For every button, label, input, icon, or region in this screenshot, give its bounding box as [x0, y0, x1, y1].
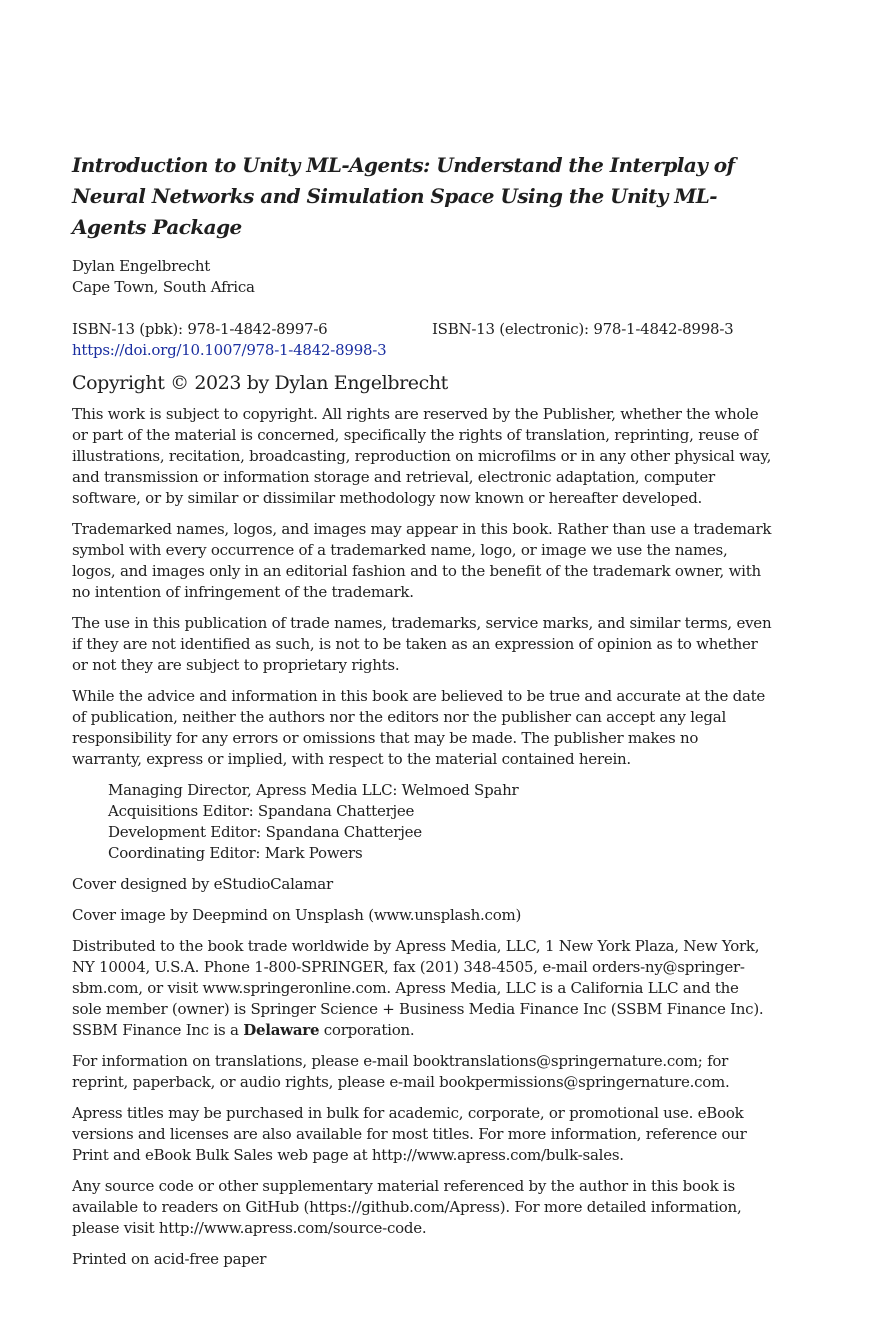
source-code-paragraph: Any source code or other supplementary material referenced by the author in this book is available to readers on GitHub (https://github.com/Apress). For more detailed information, please visit http://www.apress.com/source-code.: [72, 1177, 742, 1237]
distribution-text: Distributed to the book trade worldwide by Apress Media, LLC, 1 New York Plaza, New York, NY 10004, U.S.A. Phone 1-800-SPRINGER, fax (201) 348-4505, e-mail orders-ny@springer-sbm.com, or visit www.springeronline.com. Apress Media, LLC is a California LLC and the sole member (owner) is Springer Science + Business Media Finance Inc (SSBM Finance Inc). SSBM Finance Inc is a: [72, 937, 764, 1039]
author-name: Dylan Engelbrecht: [72, 257, 211, 275]
disclaimer-paragraph: While the advice and information in this book are believed to be true and accurate at the date of publication, neither the authors nor the editors nor the publisher can accept any legal responsibility for any errors or omissions that may be made. The publisher makes no warranty, express or implied, with respect to the material contained herein.: [72, 687, 766, 768]
trade-names-paragraph: The use in this publication of trade names, trademarks, service marks, and similar terms, even if they are not identified as such, is not to be taken as an expression of opinion as to whether or not they are subject to proprietary rights.: [72, 614, 772, 674]
distribution-paragraph: [72, 936, 772, 1041]
isbn-print: ISBN-13 (pbk): 978-1-4842-8997-6: [72, 320, 328, 338]
rights-paragraph: This work is subject to copyright. All rights are reserved by the Publisher, whether the whole or part of the material is concerned, specifically the rights of translation, reprinting, reuse of illustrations, recitation, broadcasting, reproduction on microfilms or in any other physical way, and transmission or information storage and retrieval, electronic adaptation, computer software, or by similar or dissimilar methodology now known or hereafter developed.: [72, 405, 772, 507]
isbn-electronic: ISBN-13 (electronic): 978-1-4842-8998-3: [432, 320, 734, 338]
book-title: Introduction to Unity ML-Agents: Understand the Interplay of Neural Networks and Simulation Space Using the Unity ML-Agents Package: [72, 153, 735, 239]
trademark-paragraph: Trademarked names, logos, and images may appear in this book. Rather than use a trademark symbol with every occurrence of a trademarked name, logo, or image we use the names, logos, and images only in an editorial fashion and to the benefit of the trademark owner, with no intention of infringement of the trademark.: [72, 520, 772, 601]
credit-line: Development Editor: Spandana Chatterjee: [108, 823, 422, 841]
copyright-page: [72, 150, 772, 1280]
cover-image-credit: Cover image by Deepmind on Unsplash (www.unsplash.com): [72, 906, 522, 924]
credit-line: Managing Director, Apress Media LLC: Welmoed Spahr: [108, 781, 519, 799]
bulk-sales-paragraph: Apress titles may be purchased in bulk for academic, corporate, or promotional use. eBook versions and licenses are also available for most titles. For more information, reference our Print and eBook Bulk Sales web page at http://www.apress.com/bulk-sales.: [72, 1104, 747, 1164]
printed-note: Printed on acid-free paper: [72, 1250, 267, 1268]
isbn-row: [72, 319, 772, 340]
credit-line: Coordinating Editor: Mark Powers: [108, 844, 363, 862]
distribution-tail: corporation.: [319, 1021, 415, 1039]
translations-paragraph: For information on translations, please e-mail booktranslations@springernature.com; for reprint, paperback, or audio rights, please e-mail bookpermissions@springernature.com.: [72, 1052, 730, 1091]
editorial-credits: [108, 780, 772, 864]
author-location: Cape Town, South Africa: [72, 278, 255, 296]
copyright-notice: Copyright © 2023 by Dylan Engelbrecht: [72, 372, 448, 394]
doi-link[interactable]: https://doi.org/10.1007/978-1-4842-8998-3: [72, 341, 387, 359]
cover-design-credit: Cover designed by eStudioCalamar: [72, 875, 333, 893]
credit-line: Acquisitions Editor: Spandana Chatterjee: [108, 802, 415, 820]
distribution-bold: Delaware: [243, 1021, 320, 1039]
